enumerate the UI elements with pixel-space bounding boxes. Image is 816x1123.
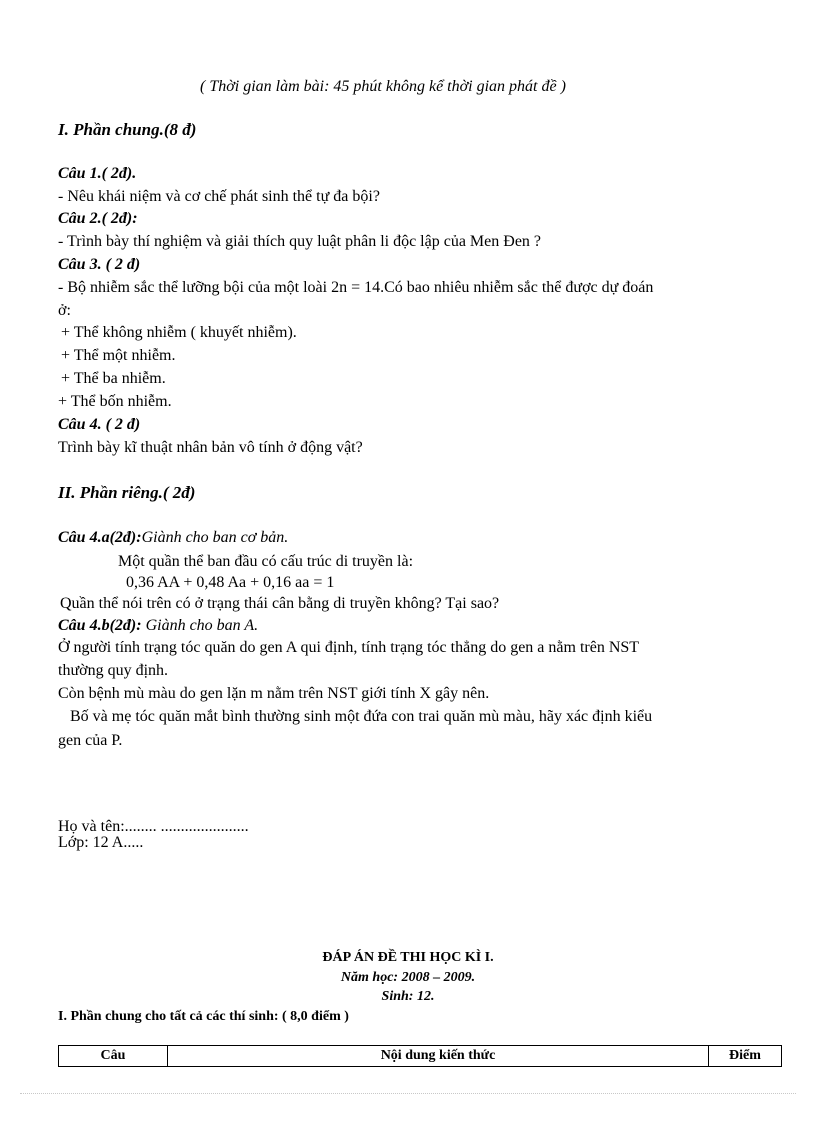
answer-key-section: I. Phần chung cho tất cả các thí sinh: ( 8,0 điểm )	[58, 1009, 349, 1024]
q3-item: + Thể bốn nhiễm.	[58, 393, 172, 410]
q1-text: - Nêu khái niệm và cơ chế phát sinh thể tự đa bội?	[58, 188, 380, 205]
time-note: ( Thời gian làm bài: 45 phút không kể thời gian phát đề )	[200, 78, 566, 95]
q3-title: Câu 3. ( 2 đ)	[58, 256, 141, 273]
q3-line2: ở:	[58, 302, 71, 319]
q2-text: - Trình bày thí nghiệm và giải thích quy luật phân li độc lập của Men Đen ?	[58, 233, 542, 250]
answer-key-year: Năm học: 2008 – 2009.	[340, 970, 476, 985]
q3-item: + Thể không nhiễm ( khuyết nhiễm).	[61, 324, 297, 341]
q4a-title: Câu 4.a(2đ):	[58, 529, 142, 546]
q4b-heading	[58, 616, 258, 636]
student-class-line: Lớp: 12 A.....	[58, 834, 144, 851]
part1-heading: I. Phần chung.(8 đ)	[58, 120, 197, 139]
q4a-line1: Một quần thể ban đầu có cấu trúc di truyền là:	[118, 553, 414, 570]
q4b-line5: gen của P.	[58, 732, 123, 749]
student-name-line: Họ và tên:........ ......................	[58, 818, 249, 835]
q4-title: Câu 4. ( 2 đ)	[58, 416, 141, 433]
part2-heading: II. Phần riêng.( 2đ)	[58, 483, 196, 502]
q4a-line3: Quần thể nói trên có ở trạng thái cân bằng di truyền không? Tại sao?	[60, 595, 500, 612]
q4-text: Trình bày kĩ thuật nhân bản vô tính ở động vật?	[58, 439, 363, 456]
answer-table-header-row	[59, 1046, 782, 1067]
header-cau: Câu	[59, 1046, 168, 1067]
q4a-heading	[58, 528, 288, 548]
q3-item: + Thể một nhiễm.	[61, 347, 176, 364]
q2-title: Câu 2.( 2đ):	[58, 210, 138, 227]
page-break-divider	[20, 1093, 796, 1094]
q4b-line1: Ở người tính trạng tóc quăn do gen A qui định, tính trạng tóc thẳng do gen a nằm trên NST	[58, 639, 640, 656]
answer-key-title: ĐÁP ÁN ĐỀ THI HỌC KÌ I.	[322, 950, 494, 965]
q4b-line4: Bố và mẹ tóc quăn mắt bình thường sinh một đứa con trai quăn mù màu, hãy xác định kiểu	[70, 708, 653, 725]
q4a-formula: 0,36 AA + 0,48 Aa + 0,16 aa = 1	[126, 574, 335, 591]
q4b-line2: thường quy định.	[58, 662, 169, 679]
answer-table	[58, 1045, 782, 1067]
answer-key-subject: Sinh: 12.	[381, 989, 435, 1004]
header-noi-dung: Nội dung kiến thức	[168, 1046, 709, 1067]
q3-item: + Thể ba nhiễm.	[61, 370, 166, 387]
header-diem: Điểm	[709, 1046, 782, 1067]
q3-line1: - Bộ nhiễm sắc thể lưỡng bội của một loài 2n = 14.Có bao nhiêu nhiễm sắc thể được dự đoán	[58, 279, 654, 296]
q4a-subtitle: Giành cho ban cơ bản.	[141, 529, 289, 546]
q1-title: Câu 1.( 2đ).	[58, 165, 137, 182]
q4b-subtitle: Giành cho ban A.	[145, 617, 259, 634]
q4b-title: Câu 4.b(2đ):	[58, 617, 142, 634]
q4b-line3: Còn bệnh mù màu do gen lặn m nằm trên NST giới tính X gây nên.	[58, 685, 490, 702]
